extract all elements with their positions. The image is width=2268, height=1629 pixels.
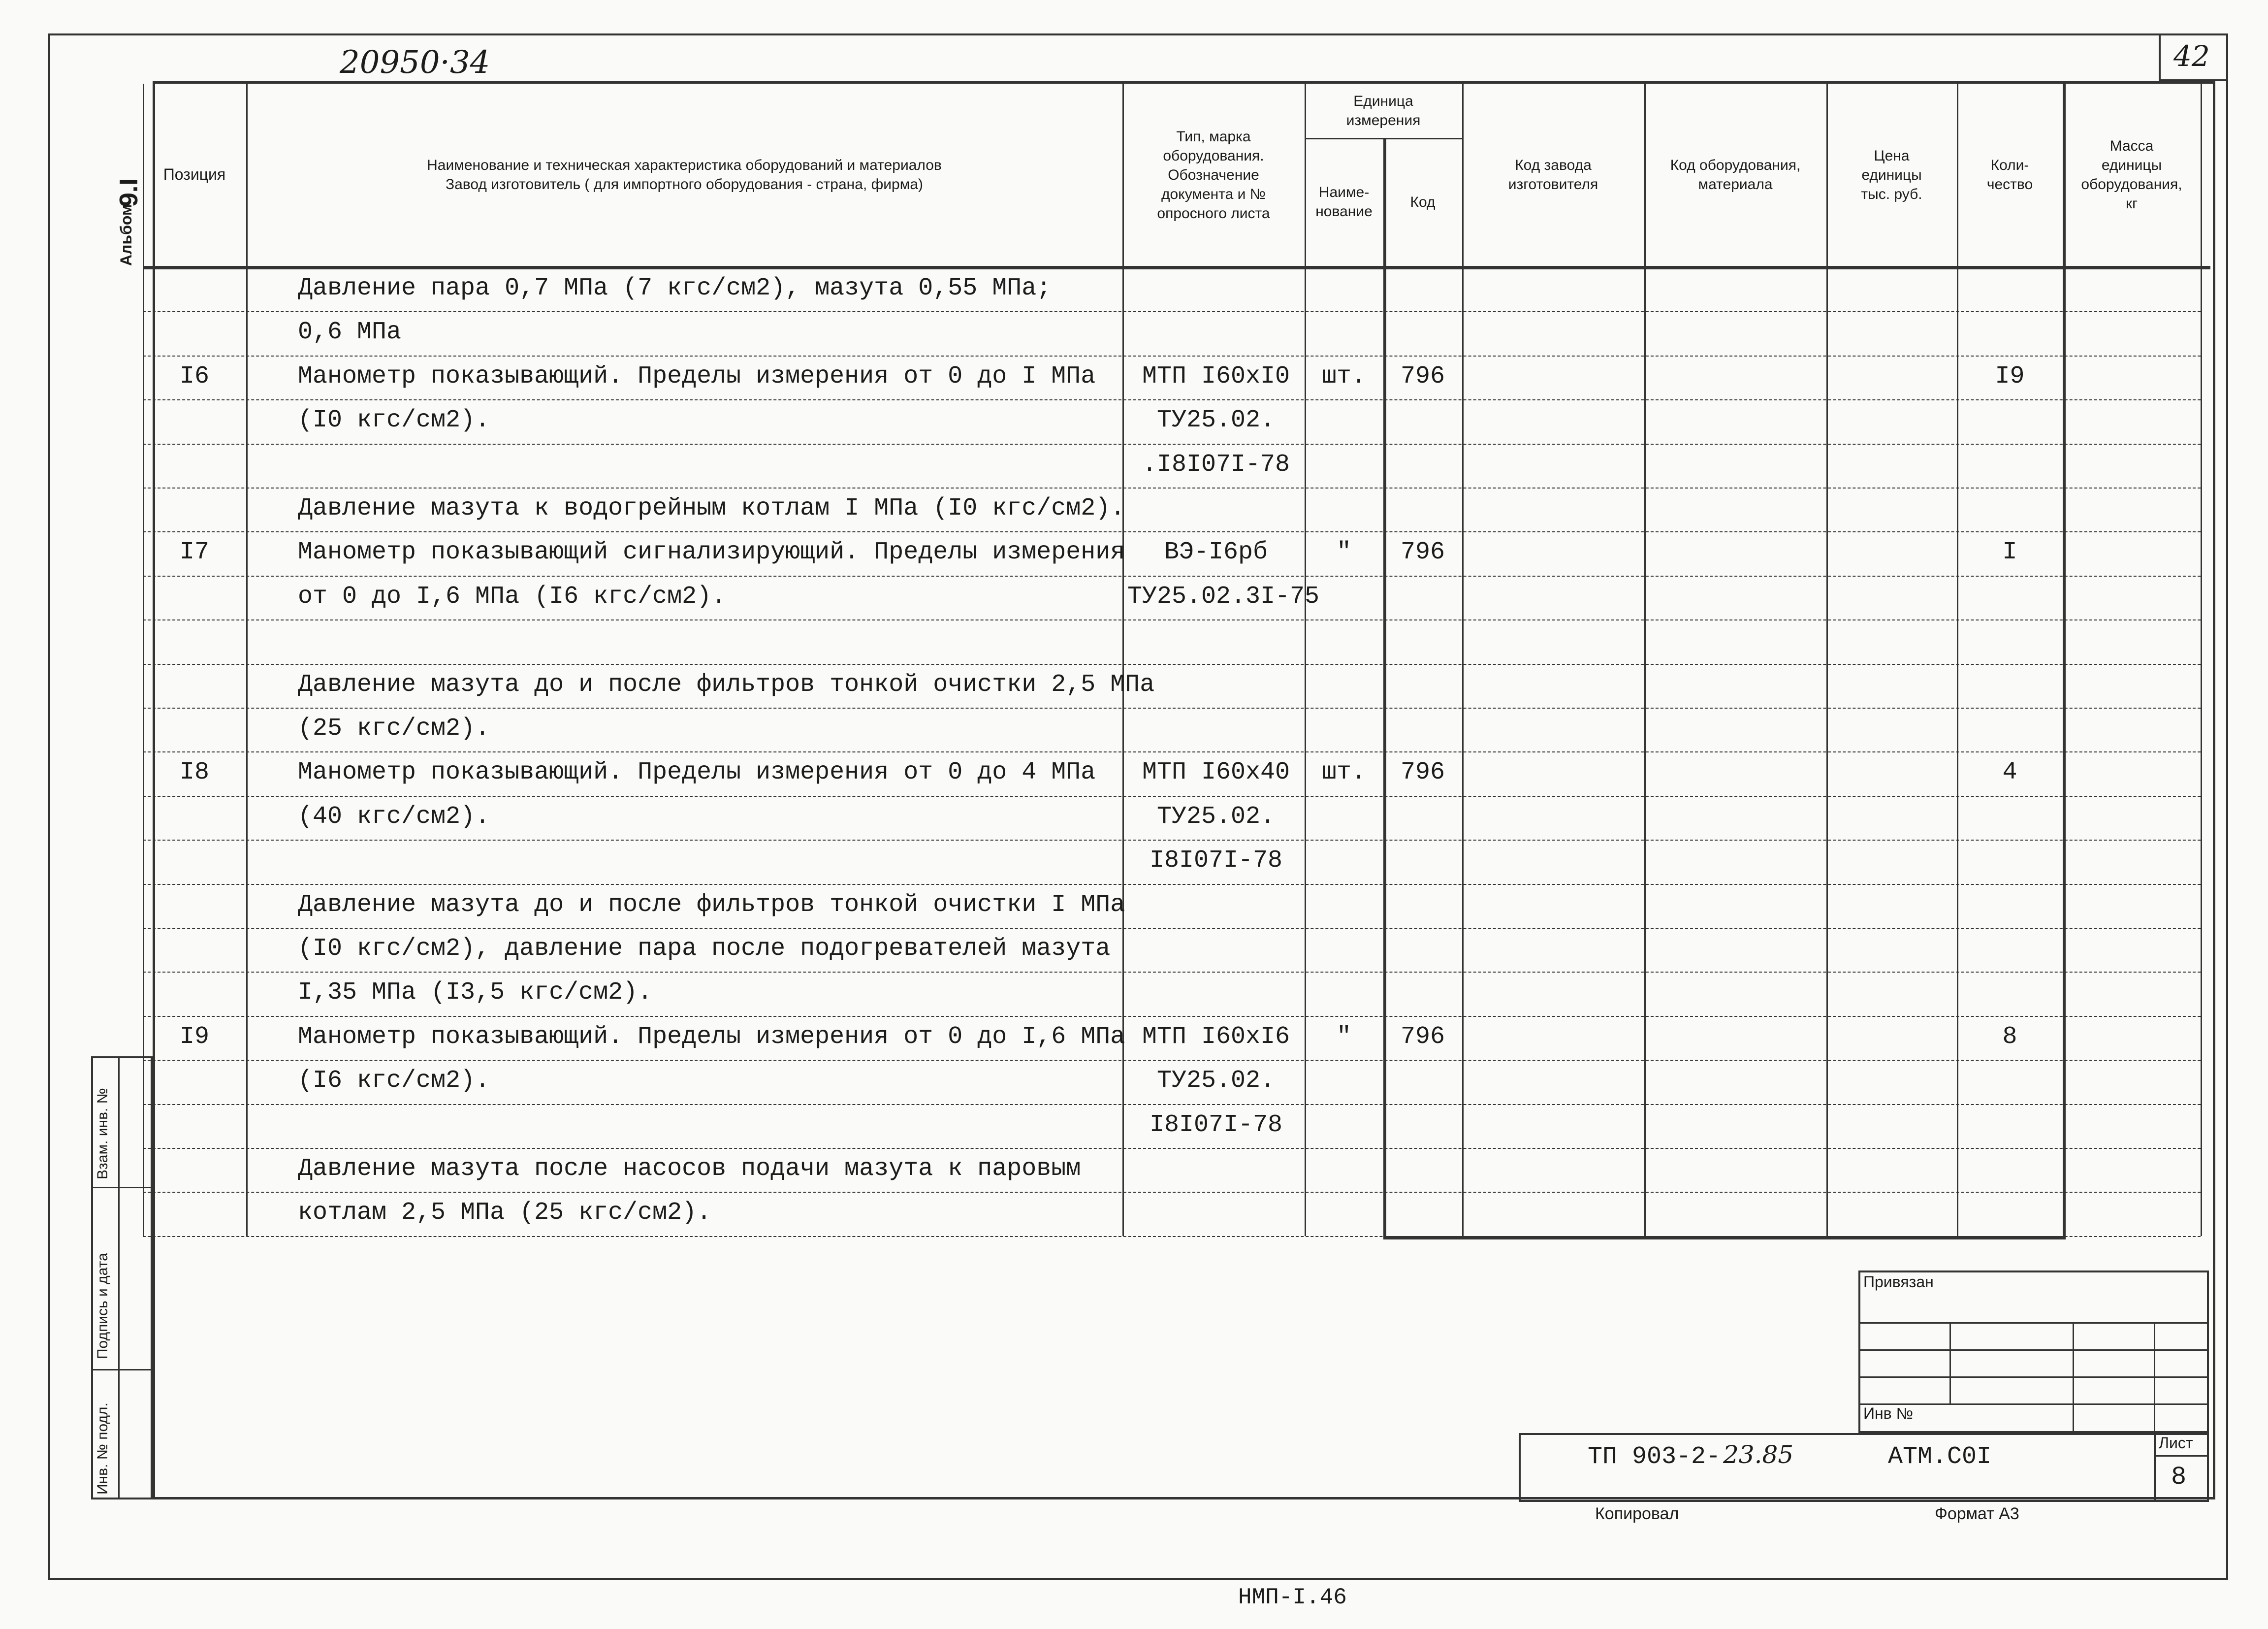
cell-type: ТУ25.02. bbox=[1156, 406, 1276, 435]
cell-name: котлам 2,5 МПа (25 кгс/см2). bbox=[298, 1199, 712, 1227]
stamp-inv: Инв № bbox=[1863, 1404, 1913, 1422]
header-position: Позиция bbox=[163, 165, 226, 184]
cell-name: (25 кгс/см2). bbox=[298, 715, 490, 743]
row-separator bbox=[143, 796, 2201, 797]
cell-unit-code: 796 bbox=[1400, 758, 1445, 787]
col-line-5 bbox=[1462, 84, 1464, 1236]
header-factory-code: Код завода изготовителя bbox=[1508, 157, 1598, 193]
header-mass: Масса единицы оборудования, кг bbox=[2081, 138, 2182, 212]
stamp-privyazan: Привязан bbox=[1863, 1273, 1934, 1291]
stamp-sheet-label: Лист bbox=[2159, 1434, 2193, 1452]
col-line-7 bbox=[1826, 84, 1828, 1236]
header-equip-code: Код оборудования, материала bbox=[1670, 157, 1801, 193]
cell-unit-code: 796 bbox=[1400, 538, 1445, 567]
header-unit-code: Код bbox=[1410, 194, 1436, 210]
stamp-vline-2 bbox=[2073, 1322, 2074, 1433]
cell-type: .I8I07I-78 bbox=[1142, 450, 1290, 479]
cell-name: Манометр показывающий сигнализирующий. Пределы измерения bbox=[298, 538, 1125, 567]
side-strip-sep-2 bbox=[91, 1369, 153, 1370]
side-label-podpis: Подпись и дата bbox=[95, 1253, 111, 1359]
header-name: Наименование и техническая характеристика оборудований и материалов Завод изготовитель ( для импортного оборудования - страна, фирма) bbox=[427, 157, 942, 193]
cell-name: Давление мазута до и после фильтров тонкой очистки 2,5 МПа bbox=[298, 670, 1155, 699]
row-separator bbox=[143, 708, 2201, 709]
cell-type: ТУ25.02.3I-75 bbox=[1127, 582, 1320, 611]
stamp-line-2 bbox=[1858, 1349, 2209, 1351]
header-type: Тип, марка оборудования. Обозначение документа и № опросного листа bbox=[1157, 128, 1270, 222]
row-separator bbox=[143, 619, 2201, 620]
row-separator bbox=[143, 928, 2201, 929]
cell-type: ВЭ-I6рб bbox=[1164, 538, 1268, 567]
col-line-10 bbox=[2201, 84, 2202, 1236]
cell-name: Манометр показывающий. Пределы измерения от 0 до I МПа bbox=[298, 362, 1096, 391]
header-price: Цена единицы тыс. руб. bbox=[1861, 147, 1922, 202]
row-separator bbox=[143, 1060, 2201, 1061]
col-line-3 bbox=[1305, 84, 1306, 1236]
footer-format: Формат А3 bbox=[1935, 1504, 2019, 1523]
footer-copied: Копировал bbox=[1595, 1504, 1679, 1523]
cell-name: I,35 МПа (I3,5 кгс/см2). bbox=[298, 978, 653, 1007]
cell-position: I6 bbox=[179, 362, 209, 391]
album-label: Альбом bbox=[117, 204, 135, 266]
stamp-line-3 bbox=[1858, 1376, 2209, 1378]
cell-type: ТУ25.02. bbox=[1156, 802, 1276, 831]
row-separator bbox=[143, 356, 2201, 357]
cell-unit-code: 796 bbox=[1400, 1022, 1445, 1051]
col-line-6 bbox=[1644, 84, 1646, 1236]
row-separator bbox=[143, 1016, 2201, 1017]
cell-name: (I6 кгс/см2). bbox=[298, 1067, 490, 1095]
cell-type: МТП I60хI0 bbox=[1142, 362, 1290, 391]
stamp-sheet-number: 8 bbox=[2171, 1463, 2187, 1492]
cell-name: Давление мазута до и после фильтров тонкой очистки I МПа bbox=[298, 890, 1125, 919]
cell-name: (I0 кгс/см2). bbox=[298, 406, 490, 435]
header-unit-name: Наиме- нование bbox=[1315, 184, 1373, 220]
header-qty: Коли- чество bbox=[1986, 157, 2033, 193]
cell-position: I8 bbox=[179, 758, 209, 787]
stamp-sheet-split bbox=[2154, 1455, 2209, 1457]
cell-position: I7 bbox=[179, 538, 209, 567]
cell-type: I8I07I-78 bbox=[1149, 1110, 1283, 1139]
doc-number: 20950·34 bbox=[340, 44, 490, 81]
row-separator bbox=[143, 1104, 2201, 1105]
cell-qty: I9 bbox=[1995, 362, 2025, 391]
cell-name: от 0 до I,6 МПа (I6 кгс/см2). bbox=[298, 582, 727, 611]
cell-name: 0,6 МПа bbox=[298, 318, 402, 347]
row-separator bbox=[143, 444, 2201, 445]
row-separator bbox=[143, 488, 2201, 489]
cell-qty: 8 bbox=[2002, 1022, 2017, 1051]
row-separator bbox=[143, 399, 2201, 400]
row-separator bbox=[143, 531, 2201, 532]
cell-type: ТУ25.02. bbox=[1156, 1067, 1276, 1095]
cell-name: Манометр показывающий. Пределы измерения от 0 до I,6 МПа bbox=[298, 1022, 1125, 1051]
stamp-code: АТМ.С0I bbox=[1888, 1443, 1992, 1471]
row-separator bbox=[143, 1192, 2201, 1193]
col-line-2 bbox=[1122, 84, 1124, 1236]
col-line-8 bbox=[1957, 84, 1958, 1236]
cell-type: МТП I60хI6 bbox=[1142, 1022, 1290, 1051]
cell-name: (40 кгс/см2). bbox=[298, 802, 490, 831]
album-number: 9.I bbox=[115, 178, 143, 207]
row-separator bbox=[143, 664, 2201, 665]
stamp-project: ТП 903-2- bbox=[1588, 1443, 1721, 1471]
stamp-vline-3 bbox=[2154, 1322, 2155, 1433]
cell-name: Давление мазута к водогрейным котлам I МПа (I0 кгс/см2). bbox=[298, 494, 1125, 522]
row-separator bbox=[143, 576, 2201, 577]
cell-type: I8I07I-78 bbox=[1149, 847, 1283, 875]
cell-unit-name: " bbox=[1336, 1022, 1351, 1051]
row-separator bbox=[143, 1148, 2201, 1149]
cell-unit-name: шт. bbox=[1321, 362, 1366, 391]
header-bottom-line bbox=[143, 266, 2210, 269]
row-separator bbox=[143, 1236, 2201, 1237]
row-separator bbox=[143, 840, 2201, 841]
col-line-9 bbox=[2063, 84, 2066, 1236]
cell-unit-name: " bbox=[1336, 538, 1351, 567]
row-separator bbox=[143, 884, 2201, 885]
col-line-0 bbox=[143, 84, 144, 1236]
cell-qty: 4 bbox=[2002, 758, 2017, 787]
cell-name: Давление пара 0,7 МПа (7 кгс/см2), мазута 0,55 МПа; bbox=[298, 274, 1052, 302]
col-line-4 bbox=[1383, 138, 1386, 1236]
footer-bottom-code: НМП-I.46 bbox=[1238, 1585, 1347, 1610]
cell-name: (I0 кгс/см2), давление пара после подогревателей мазута bbox=[298, 935, 1111, 963]
side-label-inv: Инв. № подл. bbox=[95, 1402, 111, 1495]
cell-type: МТП I60х40 bbox=[1142, 758, 1290, 787]
cell-qty: I bbox=[2002, 538, 2017, 567]
cell-unit-code: 796 bbox=[1400, 362, 1445, 391]
page-corner-number: 42 bbox=[2173, 39, 2210, 73]
row-separator bbox=[143, 311, 2201, 312]
row-separator bbox=[143, 751, 2201, 752]
col-line-1 bbox=[246, 84, 248, 1236]
cell-unit-name: шт. bbox=[1321, 758, 1366, 787]
stamp-vline-1 bbox=[1949, 1322, 1951, 1403]
side-strip-divider bbox=[118, 1056, 120, 1499]
row-separator bbox=[143, 972, 2201, 973]
header-unit: Единица измерения bbox=[1346, 93, 1421, 129]
cell-position: I9 bbox=[179, 1022, 209, 1051]
stamp-line-1 bbox=[1858, 1322, 2209, 1324]
cell-name: Манометр показывающий. Пределы измерения от 0 до 4 МПа bbox=[298, 758, 1096, 787]
side-label-vzam: Взам. инв. № bbox=[95, 1088, 111, 1179]
cell-name: Давление мазута после насосов подачи мазута к паровым bbox=[298, 1155, 1081, 1183]
stamp-project-hand: 23.85 bbox=[1723, 1440, 1794, 1469]
